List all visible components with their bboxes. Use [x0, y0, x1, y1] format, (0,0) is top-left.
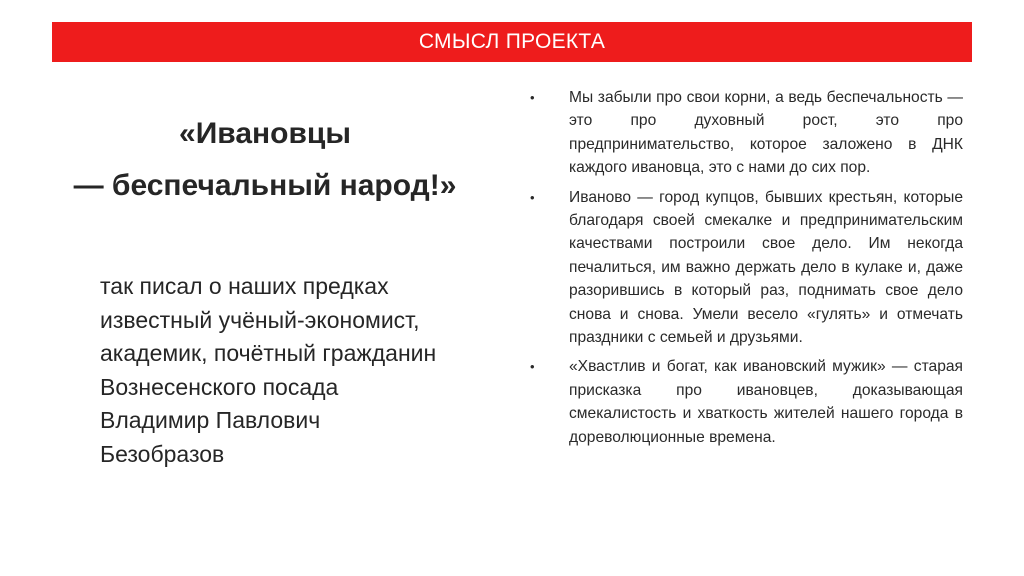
quote-block — [30, 108, 500, 212]
attribution-line: Вознесенского посада — [100, 373, 339, 400]
quote-line-2: — беспечальный народ!» — [73, 169, 457, 202]
bullet-column — [530, 86, 963, 455]
title-banner — [52, 22, 972, 62]
bullet-marker: • — [530, 90, 535, 105]
attribution-line: Безобразов — [100, 440, 225, 467]
bullet-item-saying — [530, 355, 963, 449]
bullet-text: Мы забыли про свои корни, а ведь беспечальность — это про духовный рост, это про предпринимательство, которое заложено в ДНК каждого ивановца, это с нами до сих пор. — [569, 89, 963, 177]
bullet-list — [530, 86, 963, 449]
attribution-line: академик, почётный гражданин — [100, 340, 437, 366]
attribution-line: известный учёный-экономист, — [100, 306, 420, 333]
attribution-line: так писал о наших предках — [100, 273, 389, 299]
attribution-line: Владимир Павлович — [100, 407, 321, 433]
bullet-text: «Хвастлив и богат, как ивановский мужик» — старая присказка про ивановцев, доказывающая смекалистость и хваткость жителей нашего города в дореволюционные времена. — [569, 358, 963, 446]
bullet-marker: • — [530, 359, 535, 375]
quote-attribution — [100, 270, 520, 471]
bullet-marker: • — [530, 189, 535, 205]
slide-title: СМЫСЛ ПРОЕКТА — [418, 30, 606, 53]
bullet-text: Иваново — город купцов, бывших крестьян, которые благодаря своей смекалке и предпринимательским качествами построили свое дело. Им некогда печалиться, им важно держать дело в кулаке и, даже разорившись в который раз, поднимать свое дело снова и снова. Умели весело «гулять» и отмечать праздники с семьей и друзьями. — [569, 188, 963, 347]
quote-line-1: «Ивановцы — [179, 117, 351, 150]
bullet-item-roots — [530, 86, 963, 180]
bullet-item-merchants — [530, 186, 963, 350]
